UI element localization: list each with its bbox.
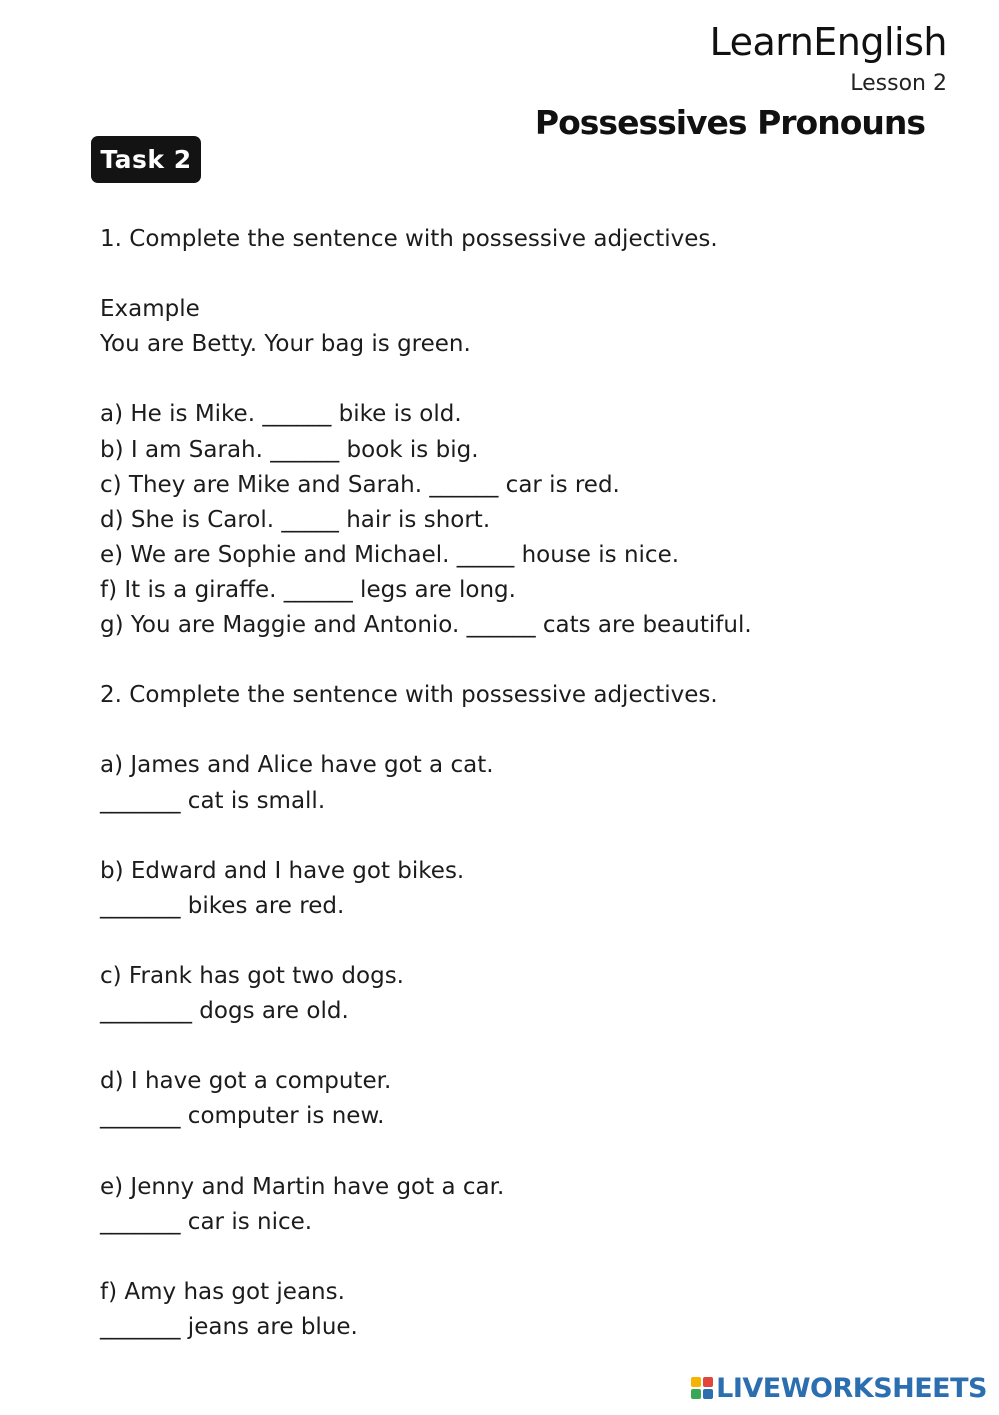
exercise-1-item-d: d) She is Carol. _____ hair is short.: [100, 506, 491, 533]
liveworksheets-icon: [691, 1377, 713, 1399]
page-title: Possessives Pronouns: [534, 103, 925, 142]
exercise-1-instruction: 1. Complete the sentence with possessive adjectives.: [100, 226, 718, 252]
spacer: [100, 362, 960, 397]
exercise-2-item-a-prompt: a) James and Alice have got a cat.: [100, 752, 494, 779]
exercise-1-item-a: a) He is Mike. ______ bike is old.: [100, 401, 462, 428]
exercise-2-item-f-answer: _______ jeans are blue.: [100, 1313, 358, 1340]
example-sentence: You are Betty. Your bag is green.: [100, 331, 471, 358]
spacer: [100, 1029, 960, 1064]
exercise-2-item-a-answer: _______ cat is small.: [100, 787, 326, 814]
exercise-2-item-e-prompt: e) Jenny and Martin have got a car.: [100, 1173, 505, 1200]
lesson-label: Lesson 2: [850, 71, 947, 96]
exercise-2-item-c-answer: ________ dogs are old.: [100, 998, 349, 1025]
spacer: [100, 1240, 960, 1275]
logo-text: LIVEWORKSHEETS: [716, 1372, 987, 1404]
logo-square-4: [703, 1389, 713, 1399]
exercise-2-item-f-prompt: f) Amy has got jeans.: [100, 1278, 345, 1305]
logo-square-1: [691, 1377, 701, 1387]
spacer: [100, 819, 960, 854]
liveworksheets-logo[interactable]: [691, 1373, 987, 1403]
spacer: [100, 713, 960, 748]
exercise-1-item-e: e) We are Sophie and Michael. _____ house is nice.: [100, 541, 680, 568]
exercise-2-item-c-prompt: c) Frank has got two dogs.: [100, 962, 404, 989]
spacer: [100, 257, 960, 292]
exercise-2-item-d-prompt: d) I have got a computer.: [100, 1068, 392, 1095]
exercise-2-item-d-answer: _______ computer is new.: [100, 1103, 385, 1130]
exercise-1-item-g: g) You are Maggie and Antonio. ______ cats are beautiful.: [100, 612, 752, 639]
example-label: Example: [100, 296, 200, 323]
task-badge: Task 2: [91, 136, 201, 183]
exercise-2-item-e-answer: _______ car is nice.: [100, 1208, 313, 1235]
worksheet-body: [100, 222, 960, 1345]
exercise-1-item-c: c) They are Mike and Sarah. ______ car is red.: [100, 471, 620, 498]
spacer: [100, 643, 960, 678]
spacer: [100, 924, 960, 959]
exercise-2-item-b-prompt: b) Edward and I have got bikes.: [100, 857, 465, 884]
spacer: [100, 1134, 960, 1169]
exercise-2-instruction: 2. Complete the sentence with possessive adjectives.: [100, 682, 718, 709]
exercise-1-item-f: f) It is a giraffe. ______ legs are long.: [100, 576, 516, 603]
logo-square-2: [703, 1377, 713, 1387]
exercise-1-item-b: b) I am Sarah. ______ book is big.: [100, 436, 479, 463]
exercise-2-item-b-answer: _______ bikes are red.: [100, 892, 345, 919]
logo-square-3: [691, 1389, 701, 1399]
brand-title: LearnEnglish: [709, 20, 947, 64]
